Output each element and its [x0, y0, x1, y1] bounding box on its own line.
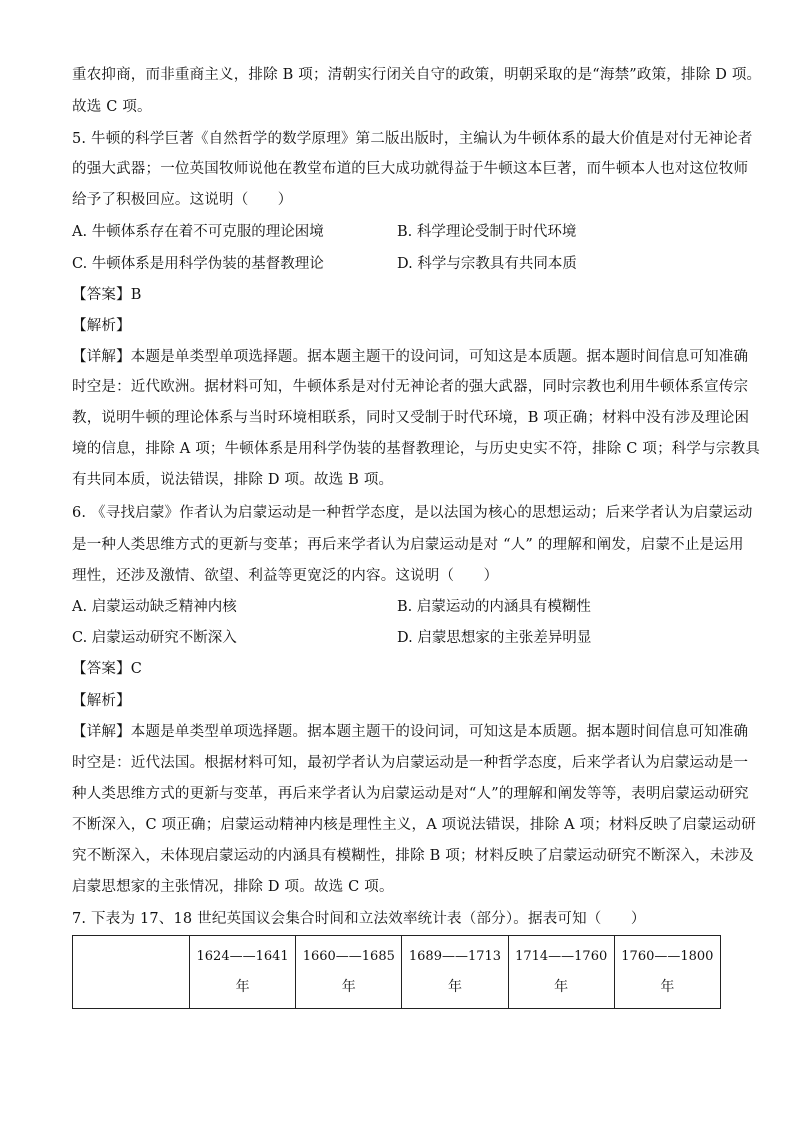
q6-detail: 不断深入，C 项正确；启蒙运动精神内核是理性主义，A 项说法错误，排除 A 项；材料反映了启蒙运动研: [72, 817, 756, 833]
period-unit: 年: [341, 979, 356, 995]
q6-detail: 启蒙思想家的主张情况，排除 D 项。故选 C 项。: [72, 879, 394, 895]
period-unit: 年: [660, 979, 675, 995]
question-7-stem: 7. 下表为 17、18 世纪英国议会集合时间和立法效率统计表（部分）。据表可知（ ）: [72, 911, 646, 927]
period-unit: 年: [554, 979, 569, 995]
period-label: 1624——1641: [196, 949, 289, 964]
q6-option-b: B. 启蒙运动的内涵具有模糊性: [397, 599, 591, 615]
q6-detail: 时空是：近代法国。根据材料可知，最初学者认为启蒙运动是一种哲学态度，后来学者认为启蒙运动是一: [72, 755, 749, 771]
question-6-stem: 6. 《寻找启蒙》作者认为启蒙运动是一种哲学态度，是以法国为核心的思想运动；后来学者认为启蒙运动: [72, 505, 753, 521]
q5-detail: 有共同本质，说法错误，排除 D 项。故选 B 项。: [72, 472, 394, 488]
q5-detail: 教，说明牛顿的理论体系与当时环境相联系，同时又受制于时代环境，B 项正确；材料中没有涉及理论困: [72, 410, 750, 426]
q5-analysis-label: 【解析】: [72, 318, 131, 334]
q6-option-d: D. 启蒙思想家的主张差异明显: [397, 630, 592, 646]
q6-detail: 种人类思维方式的更新与变革，再后来学者认为启蒙运动是对“人”的理解和阐发等等，表明启蒙运动研究: [72, 786, 749, 802]
q6-answer: 【答案】C: [72, 661, 143, 677]
question-5-stem: 的强大武器；一位英国牧师说他在教堂布道的巨大成功就得益于牛顿这本巨著，而牛顿本人也对这位牧师: [72, 161, 749, 177]
q5-detail: 境的信息，排除 A 项；牛顿体系是用科学伪装的基督教理论，与历史史实不符，排除 C 项；科学与宗教具: [72, 441, 760, 457]
period-label: 1760——1800: [621, 949, 714, 964]
table-header-row: [73, 936, 721, 1009]
text-line: 故选 C 项。: [72, 99, 152, 115]
period-unit: 年: [447, 979, 462, 995]
period-label: 1714——1760: [515, 949, 608, 964]
table-header-cell: [508, 936, 614, 1009]
q6-analysis-label: 【解析】: [72, 693, 131, 709]
question-5-stem: 给予了积极回应。这说明（ ）: [72, 192, 293, 208]
table-header-cell: [402, 936, 508, 1009]
q6-detail: 究不断深入，未体现启蒙运动的内涵具有模糊性，排除 B 项；材料反映了启蒙运动研究不断深入，未涉及: [72, 848, 754, 864]
period-unit: 年: [235, 979, 250, 995]
table-header-cell: [296, 936, 402, 1009]
q6-option-c: C. 启蒙运动研究不断深入: [72, 630, 237, 646]
q5-option-b: B. 科学理论受制于时代环境: [397, 224, 577, 240]
q5-option-d: D. 科学与宗教具有共同本质: [397, 256, 577, 272]
table-header-cell: [614, 936, 720, 1009]
question-5-stem: 5. 牛顿的科学巨著《自然哲学的数学原理》第二版出版时，主编认为牛顿体系的最大价值是对付无神论者: [72, 131, 753, 147]
period-label: 1689——1713: [408, 949, 502, 964]
table-header-cell: [190, 936, 296, 1009]
table-corner-cell: [73, 936, 190, 1009]
q6-detail: 【详解】本题是单类型单项选择题。据本题主题干的设问词，可知这是本质题。据本题时间信息可知准确: [72, 724, 749, 740]
q5-option-c: C. 牛顿体系是用科学伪装的基督教理论: [72, 256, 324, 272]
q5-answer: 【答案】B: [72, 287, 142, 303]
question-6-stem: 理性，还涉及激情、欲望、利益等更宽泛的内容。这说明（ ）: [72, 568, 499, 584]
text-line: 重农抑商，而非重商主义，排除 B 项；清朝实行闭关自守的政策，明朝采取的是“海禁”政策，排除 D 项。: [72, 67, 762, 83]
q5-detail: 时空是：近代欧洲。据材料可知，牛顿体系是对付无神论者的强大武器，同时宗教也利用牛顿体系宣传宗: [72, 379, 749, 395]
question-6-stem: 是一种人类思维方式的更新与变革；再后来学者认为启蒙运动是对 “人” 的理解和阐发，启蒙不止是运用: [72, 537, 744, 553]
q6-option-a: A. 启蒙运动缺乏精神内核: [72, 599, 237, 615]
q5-detail: 【详解】本题是单类型单项选择题。据本题主题干的设问词，可知这是本质题。据本题时间信息可知准确: [72, 349, 749, 365]
period-label: 1660——1685: [302, 949, 395, 964]
parliament-statistics-table: [72, 935, 721, 1009]
q5-option-a: A. 牛顿体系存在着不可克服的理论困境: [72, 224, 324, 240]
